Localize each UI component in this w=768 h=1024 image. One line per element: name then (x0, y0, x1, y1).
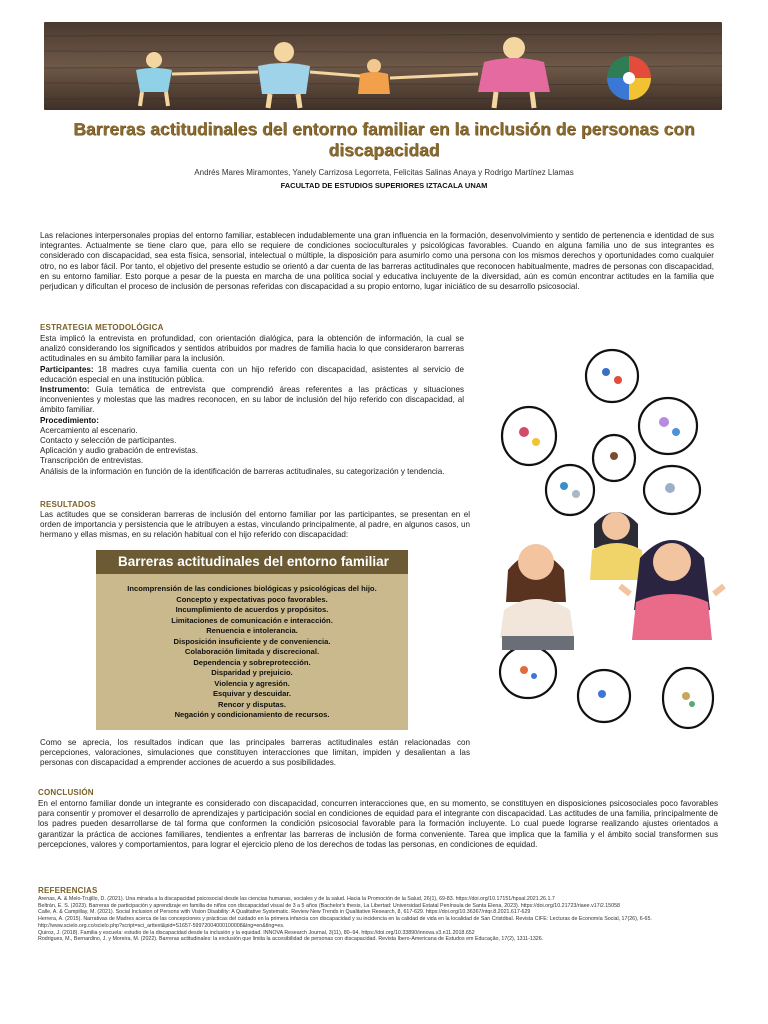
barrier-item: Rencor y disputas. (218, 699, 286, 709)
poster-title: Barreras actitudinales del entorno familiar en la inclusión de personas con discapacidad (73, 119, 695, 160)
barrier-item: Incomprensión de las condiciones biológicas y psicológicas del hijo. (127, 584, 377, 593)
procedure-step: Contacto y selección de participantes. (40, 436, 177, 446)
speech-bubble (502, 407, 556, 465)
procedure-step: Transcripción de entrevistas. (40, 456, 144, 466)
reference-item: Calle, A. & Campillay, M. (2021). Social Inclusion of Persons with Vision Disability: A Qualitative Systematic. Review New Trends in Qualitative Research, 8, 617-629. https://doi.org/10.36367/ntqr.8.2021.617-629 (38, 909, 531, 916)
reference-item: Arenas, A. & Melo-Trujillo, D. (2021). Una mirada a la discapacidad psicosocial desde las ciencias humanas, sociales y de la salud. Hacia la Promoción de la Salud, 26(1), 69-83. https://doi.org/10.17151/hpsal.2021.26.1.7 (38, 896, 555, 902)
reference-item: Rodrigues, M., Bernardino, J. y Moreira, M. (2022). Barreras actitudinales: la exclusión que limita la accesibilidad de personas con discapacidad. Revista Ibero-Americana de Estudos em Educação, 17(2), 1311-1326. (38, 936, 544, 943)
results-text: Las actitudes que se consideran barreras de inclusión del entorno familiar por las participantes, se presentan en el orden de importancia y persistencia que le atribuyen a estas, vinculando principalmente, al padre, en algunos casos, un hermano y ellas mismas, en su relación habitual con el hijo referido con discapacidad: (40, 510, 470, 540)
results-heading: RESULTADOS (40, 500, 96, 509)
procedure-label: Procedimiento: (40, 415, 99, 425)
barrier-item: Renuencia e intolerancia. (206, 626, 298, 635)
methodology-heading: ESTRATEGIA METODOLÓGICA (40, 323, 164, 332)
barriers-list (96, 584, 408, 721)
reference-item: Herrera, A. (2015). Narrativas de Madres acerca de las concepciones y prácticas del cuidado en la primera infancia con discapacidad y su incidencia en la calidad de vida en la localidad de San Cristóbal. Revista CIFE: Lecturas de Economía Social, 17(26), 6-65. http://www.scielo.org.co/scielo.php?script=sci_arttext&pid=S1657-59972004000100008&lng=en&tlng=es. (38, 916, 652, 929)
speech-bubble (500, 646, 556, 698)
conclusion-heading: CONCLUSIÓN (38, 788, 94, 797)
barrier-item: Disposición insuficiente y de conveniencia. (173, 636, 331, 646)
color-wheel-icon (607, 56, 651, 100)
participants-text: 18 madres cuya familia cuenta con un hijo referido con discapacidad, asistentes al servicio de educación especial en una institución pública. (40, 364, 464, 384)
references-list (38, 896, 718, 943)
conclusion-text: En el entorno familiar donde un integrante es considerado con discapacidad, concurren interacciones que, en su momento, se constituyen en disposiciones psicosociales poco favorables para consentir y promover el desarrollo de aprendizajes y participación social en condiciones de equidad para el integrante con discapacidad. Las actitudes de una familia, principalmente de los padres pueden desarrollarse de tal forma que conformen la condición psicosocial favorable para la formación incluyente. Lo cual puede lograrse realizando ajustes orientados a garantizar la práctica de acciones familiares, tendientes a enfrentar las barreras de inclusión de forma conveniente. Tarea que implica que la familia y el ámbito social transformen sus percepciones, valores y comportamientos, para lograr el ejercicio pleno de los derechos de todas las personas, en condiciones de equidad. (38, 799, 718, 849)
instrument-label: Instrumento: (40, 385, 90, 395)
instrument-text: Guía temática de entrevista que comprendió áreas referentes a las prácticas y situaciones inconvenientes y molestas que las madres reconocen, en su labor de inclusión del hijo referido con discapacidad, al ámbito familiar. (40, 385, 464, 415)
barrier-item: Concepto y expectativas poco favorables. (176, 594, 328, 604)
barrier-item: Esquivar y descuidar. (212, 689, 292, 698)
methodology-text: Esta implicó la entrevista en profundidad, con orientación dialógica, para la obtención de información, la cual se analizó considerando los significados y sentidos atribuidos por madres de familia hacia lo que consideraron barreras actitudinales en su ámbito familiar para la inclusión. (40, 334, 464, 364)
barrier-item: Incumplimiento de acuerdos y propósitos. (175, 605, 329, 614)
faculty: FACULTAD DE ESTUDIOS SUPERIORES IZTACALA UNAM (280, 181, 488, 190)
barrier-item: Negación y condicionamiento de recursos. (174, 710, 330, 719)
results-discussion: Como se aprecia, los resultados indican que las principales barreras actitudinales están relacionadas con percepciones, valoraciones, simulaciones que constituyen interacciones que limitan, impiden y desalientan a las personas con discapacidad a emprender acciones de acuerdo a sus posibilidades. (40, 738, 470, 768)
thinking-women-illustration (480, 340, 740, 740)
methodology-section (40, 334, 464, 477)
participants-label: Participantes: (40, 364, 94, 374)
barrier-item: Dependencia y sobreprotección. (193, 657, 311, 667)
woman-middle-figure (590, 512, 644, 580)
procedure-step: Acercamiento al escenario. (40, 425, 138, 435)
references-heading: REFERENCIAS (38, 886, 98, 895)
barriers-table-title: Barreras actitudinales del entorno familiar (96, 550, 408, 574)
family-drawing-banner (44, 22, 722, 110)
reference-item: Quiroz, J. (2018). Familia y escuela: estudio de la discapacidad desde la inclusión y la equidad. INNOVA Research Journal, 3(11), 80–94. https://doi.org/10.33890/innova.v3.n11.2018.652 (38, 929, 475, 936)
reference-item: Beltrán, E. S. (2023). Barreras de participación y aprendizaje en familia de niños con discapacidad visual de 3 a 5 años (Bachelor's thesis, La Libertad: Universidad Estatal Península de Santa Elena, 2023). https://doi.org/10.21723/riaee.v17i2.15058 (38, 902, 620, 909)
speech-bubble (546, 465, 594, 515)
speech-bubble (586, 350, 638, 402)
barrier-item: Violencia y agresión. (214, 678, 290, 688)
procedure-step: Análisis de la información en función de la identificación de barreras actitudinales, su categorización y tendencia. (40, 466, 445, 476)
procedure-step: Aplicación y audio grabación de entrevistas. (40, 446, 198, 456)
introduction-text: Las relaciones interpersonales propias del entorno familiar, establecen indudablemente una gran influencia en la formación, desenvolvimiento y sentido de pertenencia e identidad de sus integrantes. Actualmente se tiene claro que, para ello se requiere de condiciones socioculturales y psicológicas favorables. Cuando en alguna familia uno de sus integrantes es considerado con discapacidad, sea esta física, sensorial, intelectual o múltiple, la disposición para asumirlo como una persona con los mismos derechos y oportunidades como cualquier otro, no es labor fácil. Por tanto, el objetivo del presente estudio se orientó a dar cuenta de las barreras actitudinales que reconocen habitualmente, madres de personas con discapacidad, en su entorno familiar. Esto porque a pesar de la puesta en marcha de una política social y educativa incluyente de la diversidad, aún es común encontrar actitudes en la familia que perjudican y dificultan el proceso de inclusión de personas referidas con discapacidad a su propio entorno, lugar iniciático de su desarrollo psicosocial. (40, 231, 714, 292)
speech-bubble (639, 398, 697, 454)
woman-left-figure (500, 544, 574, 650)
barriers-table (96, 550, 408, 730)
authors: Andrés Mares Miramontes, Yanely Carrizosa Legorreta, Felicitas Salinas Anaya y Rodrigo Martínez Llamas (194, 168, 574, 177)
barrier-item: Disparidad y prejuicio. (211, 668, 293, 677)
barrier-item: Colaboración limitada y discrecional. (184, 647, 320, 656)
barrier-item: Limitaciones de comunicación e interacción. (171, 615, 333, 625)
